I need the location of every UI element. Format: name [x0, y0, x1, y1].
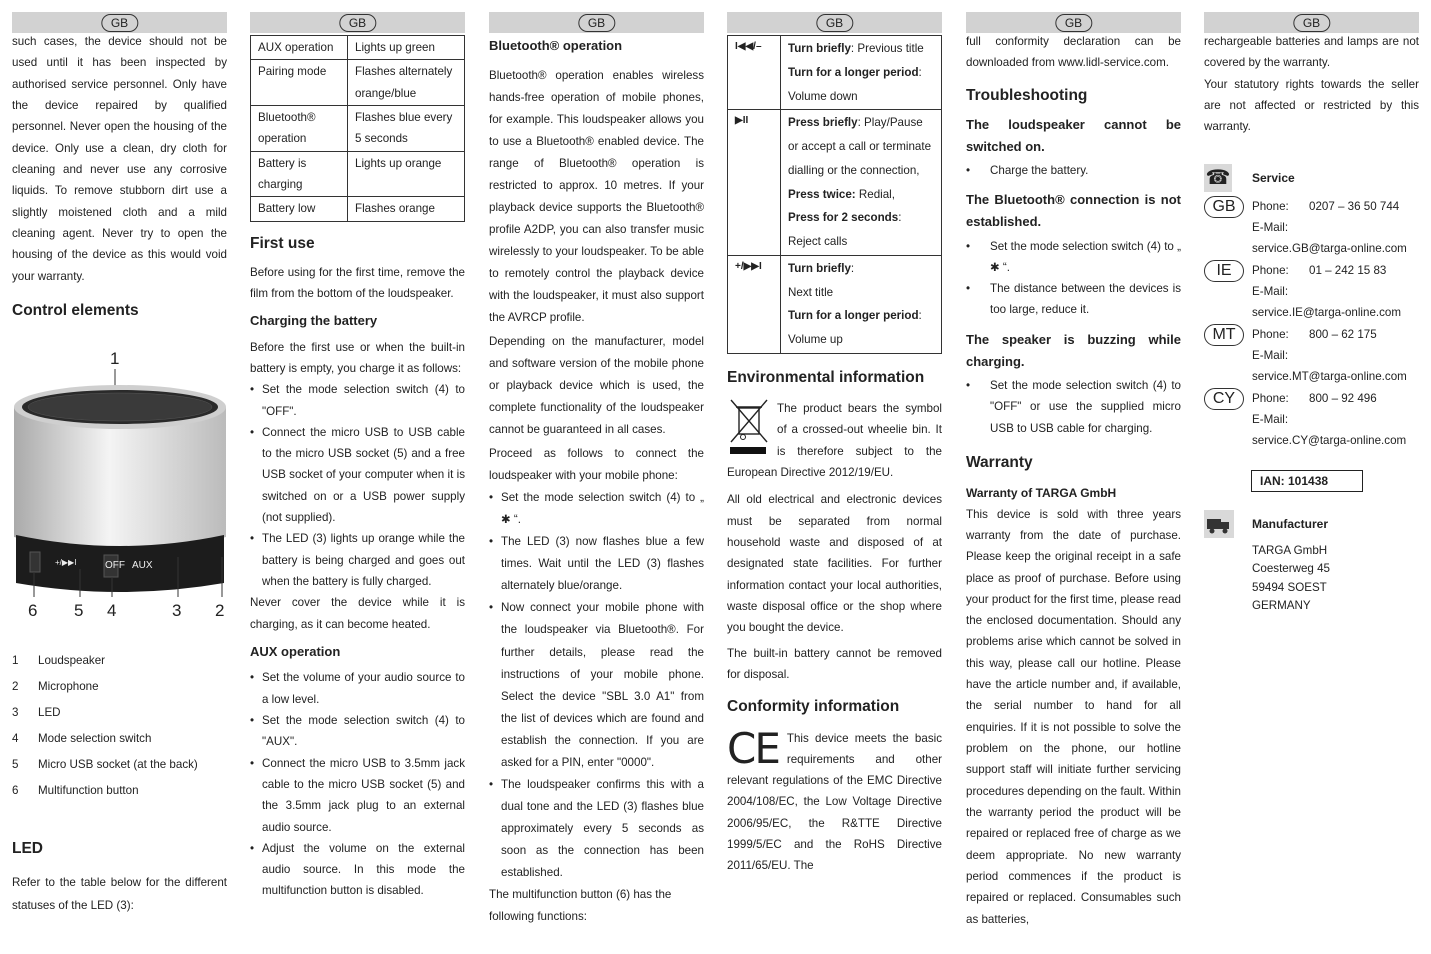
manufacturer-title: Manufacturer: [1252, 516, 1329, 531]
conformity-title: Conformity information: [727, 698, 900, 716]
table-row: I◀◀/– Turn briefly: Previous title Turn for a longer period: Volume down: [728, 36, 942, 110]
table-row: Bluetooth® operation Flashes blue every 5 seconds: [251, 105, 465, 151]
email-link[interactable]: service.IE@targa-online.com: [1252, 306, 1402, 320]
language-header: [727, 12, 942, 33]
env-section: [727, 398, 942, 483]
table-row: AUX operation Lights up green: [251, 36, 465, 60]
manufacturer-address: TARGA GmbH Coesterweg 45 59494 SOEST GERMANY: [1252, 543, 1330, 613]
language-header: [250, 12, 465, 33]
issue-question: The Bluetooth® connection is not established.: [966, 192, 1181, 230]
callout-6: 6: [28, 601, 38, 621]
conformity-text: This device meets the basic requirements and other relevant regulations of the EMC Directive 2004/108/EC, the Low Voltage Directive 2006/95/EC, the R&TTE Directive 1999/5/EC and the RoHS Directive 2011/65/EU. The: [727, 731, 942, 873]
charging-title: Charging the battery: [250, 313, 378, 329]
list-item: • The LED (3) now flashes blue a few times. Wait until the LED (3) flashes alternately blue/orange.: [489, 531, 704, 597]
bluetooth-steps: [489, 487, 704, 883]
led-status-table: [250, 35, 465, 222]
phone-number: 0207 – 36 50 744: [1309, 199, 1400, 213]
contact-gb: GB Phone: 0207 – 36 50 744 E-Mail: service.GB@targa-online.com: [1204, 196, 1419, 260]
list-item: • Charge the battery.: [966, 160, 1181, 181]
service-section: [1204, 164, 1419, 452]
env-title: Environmental information: [727, 368, 925, 386]
control-elements-title: Control elements: [12, 301, 139, 319]
bluetooth-p3: Proceed as follows to connect the loudspeaker with your mobile phone:: [489, 447, 704, 483]
issue-question: The loudspeaker cannot be switched on.: [966, 116, 1181, 154]
legend-item: 4 Mode selection switch: [12, 732, 152, 746]
list-item: • Now connect your mobile phone with the loudspeaker via Bluetooth®. For further details, please read the instructions of your mobile phone. Select the device "SBL 3.0 A1" from the list of devices which are found and establish the connection. If you are asked for a PIN, enter "0000".: [489, 597, 704, 773]
language-header: [966, 12, 1181, 33]
element-legend: [12, 648, 227, 804]
issue-answers: [966, 375, 1181, 439]
column-2: [250, 12, 465, 902]
callout-5: 5: [74, 601, 84, 621]
wheelie-bin-icon: [727, 398, 771, 456]
legend-item: 3 LED: [12, 706, 61, 720]
ce-mark-icon: CE: [727, 723, 779, 773]
email-link[interactable]: service.GB@targa-online.com: [1252, 242, 1407, 256]
speaker-label-next: +/▶▶I: [55, 558, 77, 568]
charging-text: Before the first use or when the built-in battery is empty, you charge it as follows:: [250, 340, 465, 375]
manufacturer-section: [1204, 510, 1419, 616]
email-link[interactable]: service.CY@targa-online.com: [1252, 434, 1407, 448]
speaker-label-off: OFF: [105, 560, 125, 572]
list-item: • Connect the micro USB to 3.5mm jack cable to the micro USB socket (5) and the 3.5mm jack plug to an external audio source.: [250, 753, 465, 838]
list-item: • Set the volume of your audio source to a low level.: [250, 667, 465, 710]
table-row: ▶II Press briefly: Play/Pause or accept a call or terminate dialling or the connection, Press twice: Redial, Press for 2 seconds: Reject calls: [728, 110, 942, 256]
led-text: Refer to the table below for the different statuses of the LED (3):: [12, 875, 227, 912]
contact-cy: CY Phone: 800 – 92 496 E-Mail: service.CY@targa-online.com: [1204, 388, 1419, 452]
table-row: +/▶▶I Turn briefly: Next title Turn for a longer period: Volume up: [728, 255, 942, 353]
column-1: [12, 12, 227, 917]
speaker-figure: [12, 349, 227, 622]
list-item: • The distance between the devices is too large, reduce it.: [966, 278, 1181, 321]
bluetooth-p2: Depending on the manufacturer, model and software version of the mobile phone or playback device which is used, the complete functionality of the loudspeaker cannot be guaranteed in all cases.: [489, 335, 704, 437]
gb-badge: GB: [1293, 14, 1330, 32]
column-4: [727, 12, 942, 877]
language-header: [489, 12, 704, 33]
warranty-subtitle: Warranty of TARGA GmbH: [966, 486, 1117, 501]
contact-mt: MT Phone: 800 – 62 175 E-Mail: service.MT@targa-online.com: [1204, 324, 1419, 388]
table-row: Battery is charging Lights up orange: [251, 151, 465, 197]
language-header: [1204, 12, 1419, 33]
list-item: • Set the mode selection switch (4) to „ ✱ “.: [966, 236, 1181, 279]
callout-3: 3: [172, 601, 182, 621]
env-p1: The product bears the symbol of a crossed-out wheelie bin. It is therefore subject to the European Directive 2012/19/EU.: [727, 402, 942, 480]
list-item: • Set the mode selection switch (4) to „ ✱ “.: [489, 487, 704, 531]
legend-item: 2 Microphone: [12, 680, 99, 694]
gb-badge: GB: [339, 14, 376, 32]
issue-answers: [966, 160, 1181, 181]
table-row: Pairing mode Flashes alternately orange/blue: [251, 60, 465, 106]
led-title: LED: [12, 839, 43, 857]
warranty-text: This device is sold with three years warranty from the date of purchase. Please keep the original receipt in a safe place as proof of purchase. Before using your product for the first time, please read the enclosed documentation. Should any problems arise which cannot be solved in this way, please call our hotline. Please have the article number and, if available, the serial number to hand for all enquiries. If it is not possible to solve the problem on the phone, our hotline support staff will initiate further servicing procedures depending on the fault. Within the warranty period the product will be repaired or replaced free of charge as we deem appropriate. No new warranty period commences if the product is repaired or replaced. Consumables such as batteries,: [966, 507, 1181, 926]
aux-title: AUX operation: [250, 644, 341, 660]
statutory-rights: Your statutory rights towards the seller are not affected or restricted by this warranty.: [1204, 77, 1419, 134]
callout-1: 1: [110, 349, 120, 369]
callout-4: 4: [107, 601, 117, 621]
service-title: Service: [1252, 170, 1295, 185]
callout-2: 2: [215, 601, 225, 621]
conformity-continued: full conformity declaration can be downloaded from www.lidl-service.com.: [966, 35, 1181, 70]
column-5: [966, 12, 1181, 930]
speaker-illustration: [12, 357, 227, 622]
list-item: • The LED (3) lights up orange while the battery is being charged and goes out when the battery is fully charged.: [250, 528, 465, 592]
env-p3: The built-in battery cannot be removed for disposal.: [727, 646, 942, 682]
list-item: • Set the mode selection switch (4) to "OFF" or use the supplied micro USB to USB cable for charging.: [966, 375, 1181, 439]
column-6: [1204, 12, 1419, 616]
country-badge: CY: [1204, 388, 1244, 410]
email-link[interactable]: service.MT@targa-online.com: [1252, 370, 1407, 384]
issue-answers: [966, 236, 1181, 321]
gb-badge: GB: [816, 14, 853, 32]
phone-icon: ☎: [1204, 164, 1232, 192]
truck-icon: [1204, 510, 1234, 538]
list-item: • Adjust the volume on the external audio source. In this mode the multifunction button is disabled.: [250, 838, 465, 902]
legend-item: 6 Multifunction button: [12, 784, 139, 798]
legend-item: 5 Micro USB socket (at the back): [12, 758, 198, 772]
troubleshooting-title: Troubleshooting: [966, 86, 1088, 104]
aux-steps: [250, 667, 465, 902]
bluetooth-title: Bluetooth® operation: [489, 38, 623, 53]
env-p2: All old electrical and electronic devices must be separated from normal household waste and disposed of at designated state facilities. For further information contact your local authorities, waste disposal office or the shop where you bought the device.: [727, 493, 942, 635]
warranty-title: Warranty: [966, 453, 1033, 471]
intro-text: such cases, the device should not be used until it has been inspected by authorised service personnel. Only have the device repaired by qualified personnel. Never open the housing of the device. Only use a clean, dry cloth for cleaning and never use any corrosive liquids. To remove stubborn dirt use a slightly moistened cloth and a mild cleaning agent. Never try to open the housing of the device as this would void your warranty.: [12, 35, 227, 283]
multifunction-table: [727, 35, 942, 354]
gb-badge: GB: [1055, 14, 1092, 32]
list-item: • Set the mode selection switch (4) to "AUX".: [250, 710, 465, 753]
conformity-section: [727, 723, 942, 877]
issue-question: The speaker is buzzing while charging.: [966, 331, 1181, 369]
gb-badge: GB: [101, 14, 138, 32]
bluetooth-p4: The multifunction button (6) has the following functions:: [489, 887, 672, 923]
language-header: [12, 12, 227, 33]
country-badge: MT: [1204, 324, 1244, 346]
never-cover-text: Never cover the device while it is charging, as it can become heated.: [250, 596, 465, 631]
legend-item: 1 Loudspeaker: [12, 654, 106, 668]
gb-badge: GB: [578, 14, 615, 32]
list-item: • Set the mode selection switch (4) to "OFF".: [250, 379, 465, 422]
contact-ie: IE Phone: 01 – 242 15 83 E-Mail: service.IE@targa-online.com: [1204, 260, 1419, 324]
list-item: • The loudspeaker confirms this with a dual tone and the LED (3) flashes blue approximately every 5 seconds as soon as the connection has been established.: [489, 774, 704, 884]
first-use-text: Before using for the first time, remove the film from the bottom of the loudspeaker.: [250, 265, 465, 301]
ian-box: IAN: 101438: [1251, 470, 1363, 492]
table-row: Battery low Flashes orange: [251, 197, 465, 221]
country-badge: GB: [1204, 196, 1244, 218]
phone-number: 800 – 62 175: [1309, 327, 1377, 341]
speaker-label-aux: AUX: [132, 560, 153, 572]
charging-steps: [250, 379, 465, 592]
list-item: • Connect the micro USB to USB cable to the micro USB socket (5) and a free USB socket of your computer when it is switched on or a USB power supply (not supplied).: [250, 422, 465, 529]
phone-number: 01 – 242 15 83: [1309, 263, 1387, 277]
first-use-title: First use: [250, 234, 315, 252]
warranty-continued: rechargeable batteries and lamps are not covered by the warranty.: [1204, 35, 1419, 70]
country-badge: IE: [1204, 260, 1244, 282]
bluetooth-p1: Bluetooth® operation enables wireless hands-free operation of mobile phones, for example. This loudspeaker allows you to use a Bluetooth® enabled device. The range of Bluetooth® operation is restricted to approx. 10 metres. If your playback device supports the Bluetooth® profile A2DP, you can also transfer music wirelessly to your loudspeaker. To be able to remotely control the playback device with the loudspeaker, it must also support the AVRCP profile.: [489, 69, 704, 325]
phone-number: 800 – 92 496: [1309, 391, 1377, 405]
column-3: [489, 12, 704, 928]
